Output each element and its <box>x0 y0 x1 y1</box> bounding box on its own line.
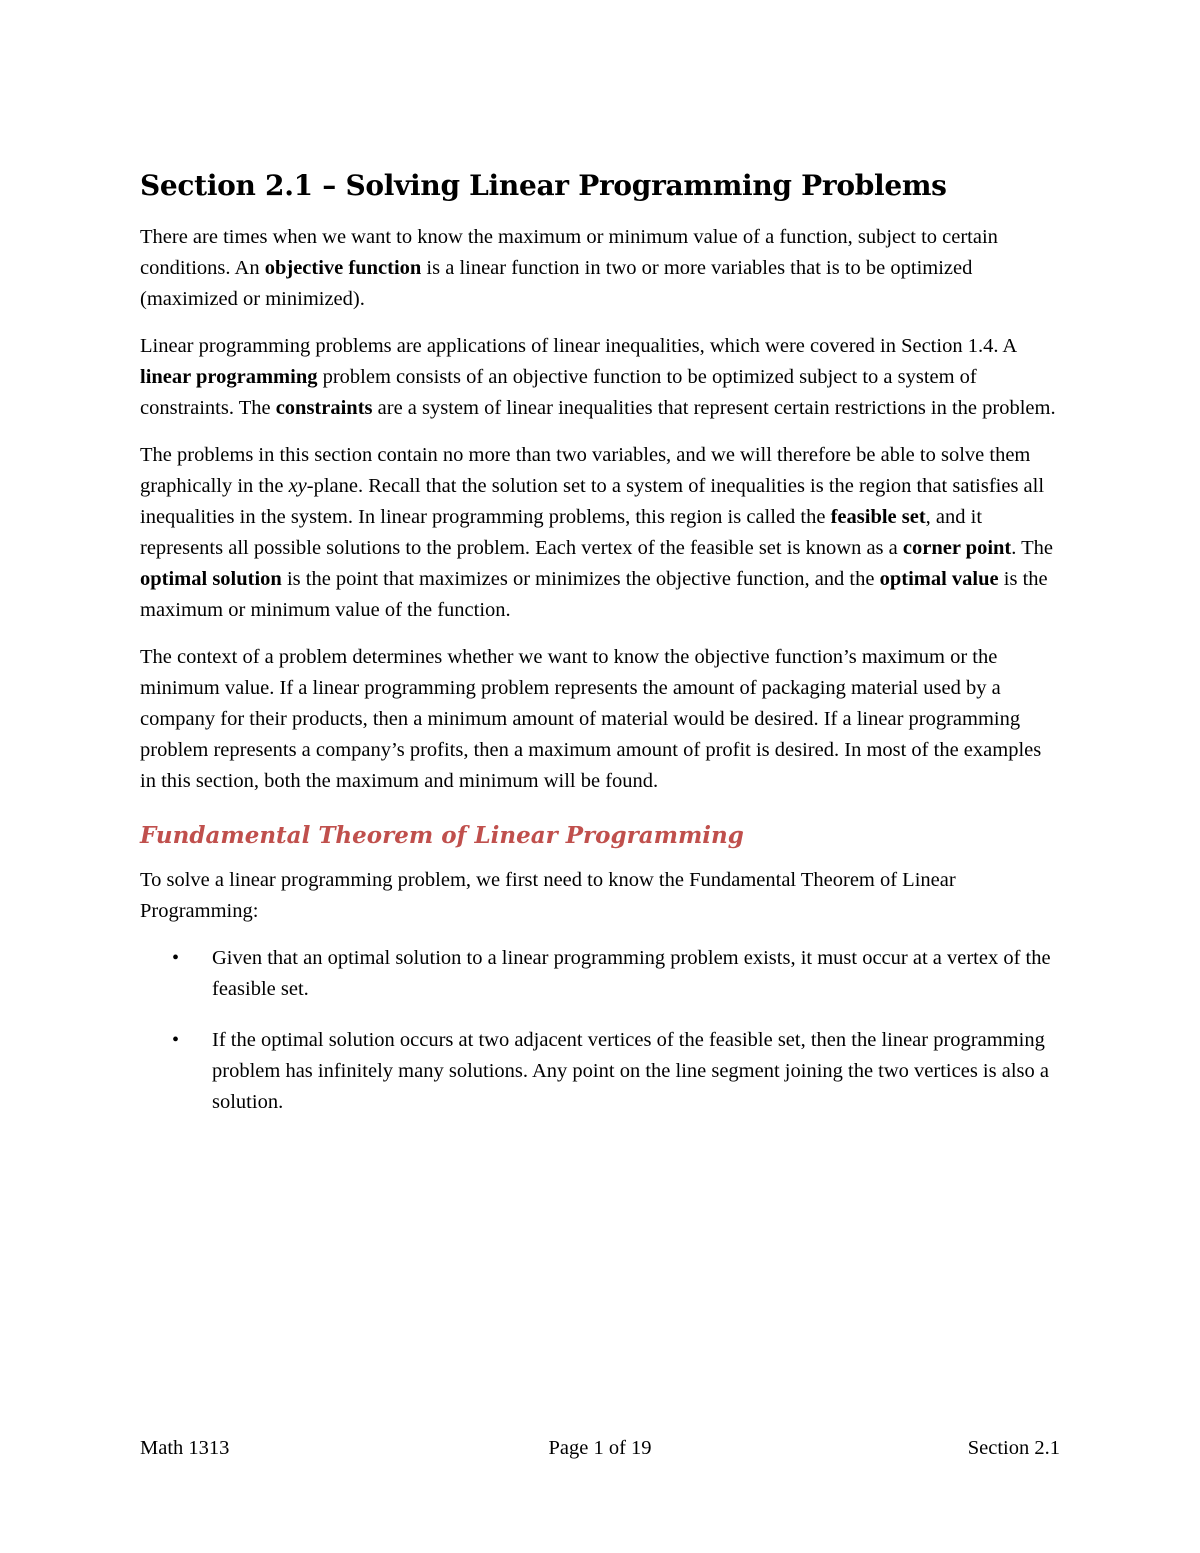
paragraph-objective-function <box>140 222 1060 315</box>
list-item-text: Given that an optimal solution to a linear programming problem exists, it must occur at a vertex of the feasible set. <box>212 947 1051 1000</box>
term-optimal-value: optimal value <box>879 568 999 590</box>
text-run: are a system of linear inequalities that represent certain restrictions in the problem. <box>372 397 1056 419</box>
text-run: The problems in this section contain no more than two variables, and we will therefore be able to solve them graphically in the <box>140 444 1031 497</box>
term-constraints: constraints <box>275 397 373 419</box>
list-item <box>140 943 1060 1005</box>
bullet-icon: • <box>172 947 180 969</box>
term-xy: xy <box>288 475 307 497</box>
text-run: is the maximum or minimum value of the function. <box>140 568 1048 621</box>
page-title: Section 2.1 – Solving Linear Programming Problems <box>140 169 947 202</box>
text-run: -plane. Recall that the solution set to a system of inequalities is the region that satisfies all inequalities in the system. In linear programming problems, this region is called the <box>140 475 1045 528</box>
term-optimal-solution: optimal solution <box>140 568 282 590</box>
text-run: Linear programming problems are applications of linear inequalities, which were covered in Section 1.4. A <box>140 335 1017 357</box>
text-run: There are times when we want to know the maximum or minimum value of a function, subject to certain conditions. An <box>140 226 998 279</box>
term-objective-function: objective function <box>264 257 422 279</box>
list-item <box>140 1025 1060 1118</box>
footer-section: Section 2.1 <box>967 1437 1060 1459</box>
footer-page-number: Page 1 of 19 <box>548 1437 652 1459</box>
term-linear-programming: linear programming <box>140 366 318 388</box>
footer-course: Math 1313 <box>140 1437 230 1459</box>
text-run: problem consists of an objective function to be optimized subject to a system of constraints. The <box>140 366 977 419</box>
term-feasible-set: feasible set <box>830 506 926 528</box>
list-item-text: If the optimal solution occurs at two adjacent vertices of the feasible set, then the linear programming problem has infinitely many solutions. Any point on the line segment joining the two vertices is also a solution. <box>212 1029 1049 1113</box>
text-run: is a linear function in two or more variables that is to be optimized (maximized or minimized). <box>140 257 973 310</box>
paragraph-context: The context of a problem determines whether we want to know the objective function’s maximum or the minimum value. If a linear programming problem represents the amount of packaging material used by a company for their products, then a minimum amount of material would be desired. If a linear programming problem represents a company’s profits, then a maximum amount of profit is desired. In most of the examples in this section, both the maximum and minimum will be found. <box>140 646 1042 792</box>
page-content <box>140 160 1060 1138</box>
text-run: . The <box>1011 537 1054 559</box>
paragraph-linear-programming <box>140 331 1060 424</box>
paragraph-feasible-set <box>140 440 1060 626</box>
bullet-icon: • <box>172 1029 180 1051</box>
theorem-bullet-list <box>140 943 1060 1118</box>
subsection-intro: To solve a linear programming problem, we first need to know the Fundamental Theorem of Linear Programming: <box>140 869 956 922</box>
term-corner-point: corner point <box>902 537 1012 559</box>
text-run: , and it represents all possible solutions to the problem. Each vertex of the feasible set is known as a <box>140 506 983 559</box>
subsection-heading: Fundamental Theorem of Linear Programming <box>140 822 744 849</box>
text-run: is the point that maximizes or minimizes the objective function, and the <box>281 568 880 590</box>
page-footer <box>140 1433 1060 1463</box>
